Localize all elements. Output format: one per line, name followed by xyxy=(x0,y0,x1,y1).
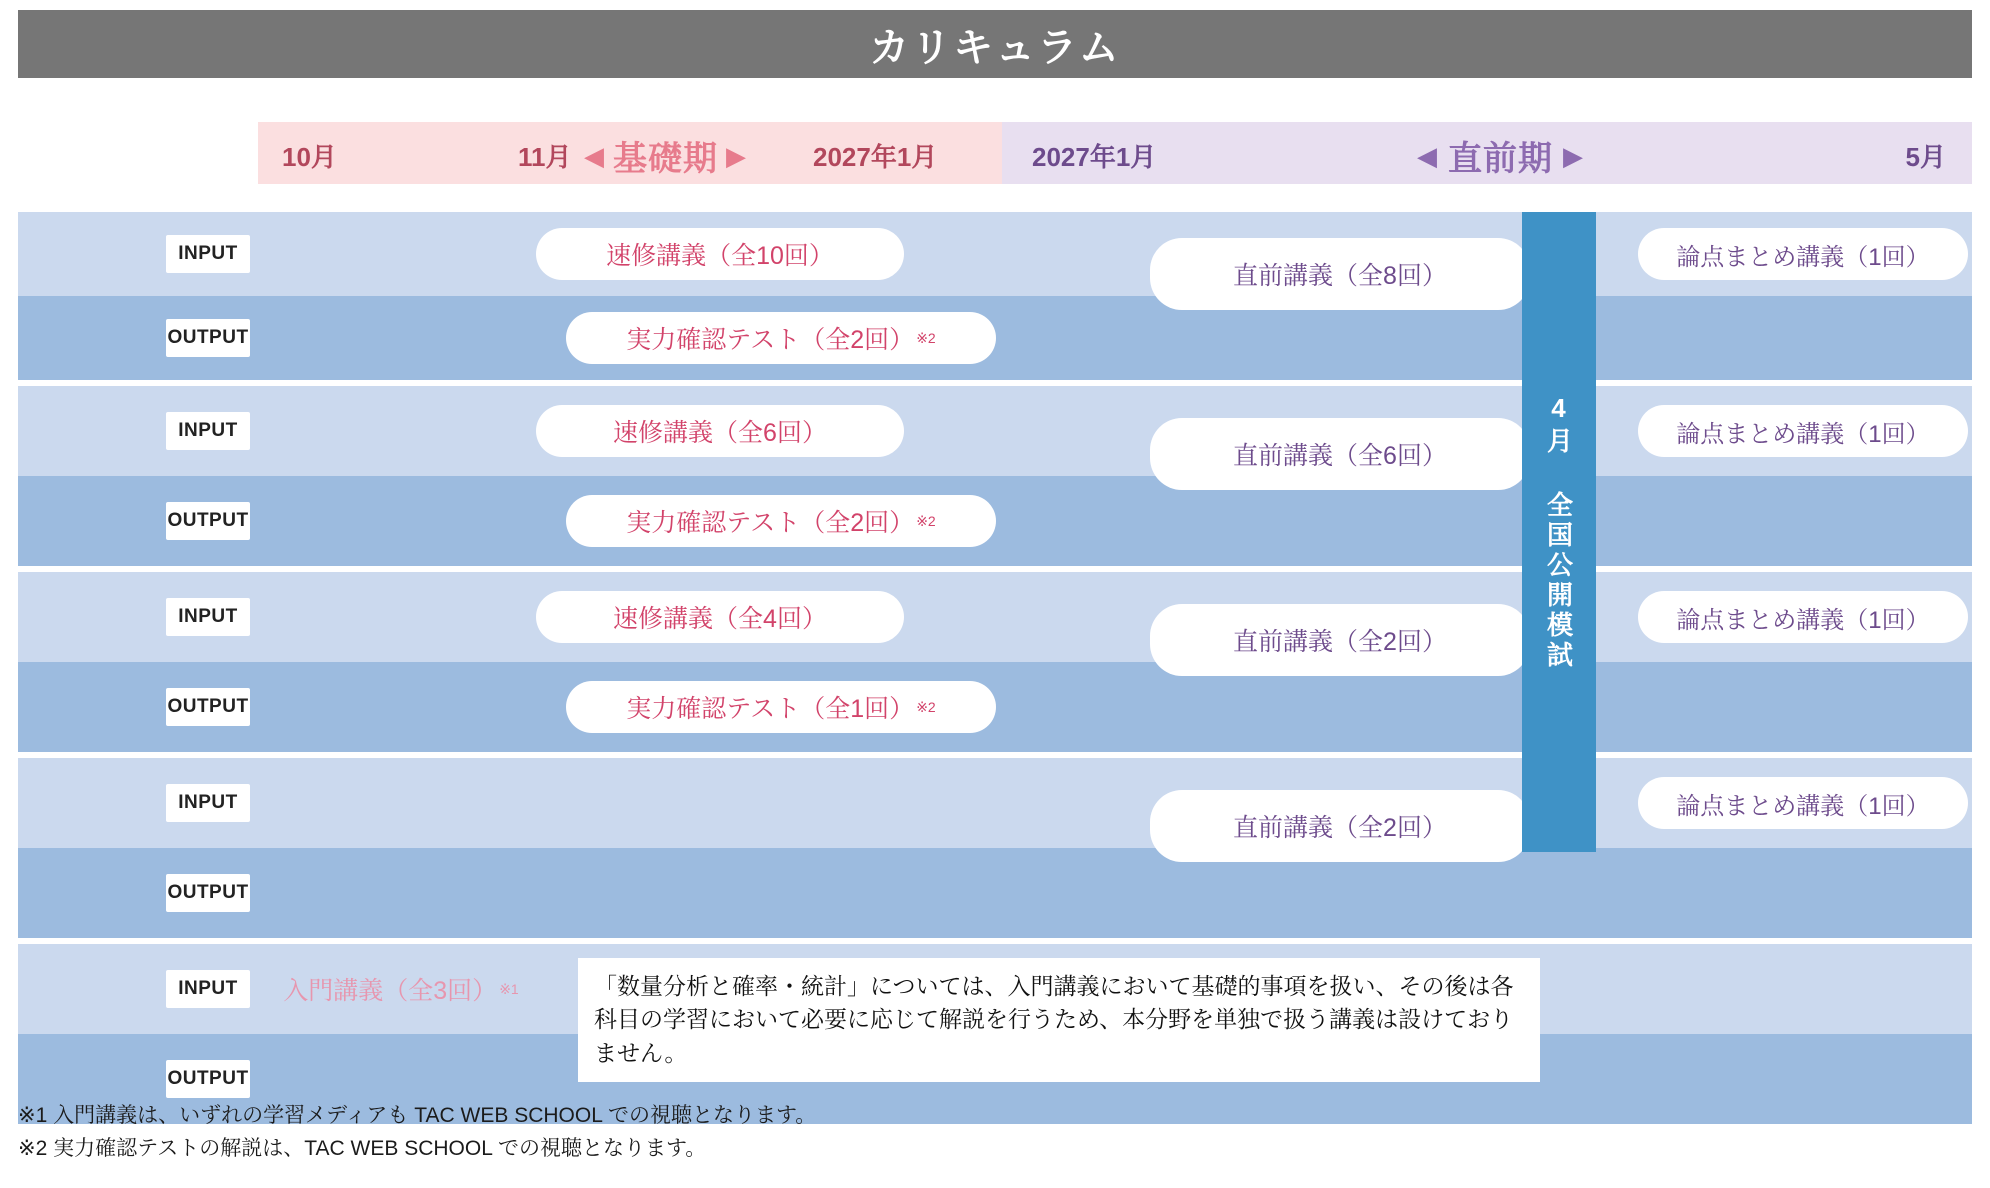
badge-input: INPUT xyxy=(166,598,250,636)
pill-summary-lecture[interactable] xyxy=(1638,591,1968,643)
pill-note: ※2 xyxy=(916,512,936,529)
period-direct-label: 直前期 xyxy=(1448,140,1553,178)
subject-block-securities-analysis xyxy=(18,212,1972,380)
period-direct-month-end: 5月 xyxy=(1905,142,1946,172)
pill-label: 直前講義（全8回） xyxy=(1233,262,1447,290)
pill-note: ※2 xyxy=(916,329,936,346)
pill-note: ※2 xyxy=(916,698,936,715)
row-output xyxy=(18,848,1972,938)
period-basic-month-start: 10月 xyxy=(282,142,337,172)
pill-label: 速修講義（全4回） xyxy=(613,605,827,633)
subject-block-professional-ethics xyxy=(18,758,1972,938)
pill-label: 実力確認テスト（全1回） xyxy=(626,695,915,723)
pill-label: 論点まとめ講義（1回） xyxy=(1676,606,1930,634)
row-output xyxy=(18,476,1972,566)
row-output xyxy=(18,662,1972,752)
badge-output: OUTPUT xyxy=(166,874,250,912)
pill-output-test[interactable] xyxy=(566,312,996,364)
pill-direct-lecture[interactable] xyxy=(1150,238,1530,310)
badge-output: OUTPUT xyxy=(166,1060,250,1098)
period-basic xyxy=(258,122,1002,184)
left-arrow-icon: ◀ xyxy=(584,140,605,171)
mock-exam-band: 4月 全国公開模試 xyxy=(1522,212,1596,852)
period-direct-month-start: 2027年1月 xyxy=(1032,142,1157,172)
pill-output-test[interactable] xyxy=(566,681,996,733)
subject-block-market-economy-analysis xyxy=(18,572,1972,752)
left-arrow-icon: ◀ xyxy=(1417,140,1438,171)
pill-direct-lecture[interactable] xyxy=(1150,604,1530,676)
period-basic-month-end: 2027年1月 xyxy=(813,142,938,172)
page-title: カリキュラム xyxy=(18,10,1972,78)
pill-input-lecture[interactable] xyxy=(536,405,904,457)
pill-label: 実力確認テスト（全2回） xyxy=(626,326,915,354)
pill-label: 直前講義（全2回） xyxy=(1233,814,1447,842)
subject-block-quantitative-statistics xyxy=(18,944,1972,1124)
badge-output: OUTPUT xyxy=(166,688,250,726)
right-arrow-icon: ▶ xyxy=(1563,140,1584,171)
curriculum-grid xyxy=(18,212,1972,1130)
period-basic-month-mid: 11月 xyxy=(518,142,572,172)
pill-label: 論点まとめ講義（1回） xyxy=(1676,420,1930,448)
footnote-2: ※2 実力確認テストの解説は、TAC WEB SCHOOL での視聴となります。 xyxy=(18,1136,707,1160)
badge-input: INPUT xyxy=(166,412,250,450)
pill-label: 直前講義（全6回） xyxy=(1233,442,1447,470)
badge-input: INPUT xyxy=(166,970,250,1008)
pill-label: 速修講義（全6回） xyxy=(613,419,827,447)
badge-input: INPUT xyxy=(166,235,250,273)
note-box: 「数量分析と確率・統計」については、入門講義において基礎的事項を扱い、その後は各科目の学習において必要に応じて解説を行うため、本分野を単独で扱う講義は設けておりません。 xyxy=(578,958,1540,1082)
pill-summary-lecture[interactable] xyxy=(1638,777,1968,829)
period-header xyxy=(258,122,1972,184)
badge-output: OUTPUT xyxy=(166,319,250,357)
pill-label: 論点まとめ講義（1回） xyxy=(1676,792,1930,820)
period-direct xyxy=(1002,122,1972,184)
pill-direct-lecture[interactable] xyxy=(1150,418,1530,490)
footnote-1: ※1 入門講義は、いずれの学習メディアも TAC WEB SCHOOL での視聴となります。 xyxy=(18,1104,817,1127)
pill-label: 論点まとめ講義（1回） xyxy=(1676,243,1930,271)
row-output xyxy=(18,296,1972,380)
pill-note: ※1 xyxy=(499,980,519,997)
pill-label: 実力確認テスト（全2回） xyxy=(626,509,915,537)
pill-label: 速修講義（全10回） xyxy=(606,242,834,270)
pill-input-lecture[interactable] xyxy=(536,228,904,280)
right-arrow-icon: ▶ xyxy=(726,140,747,171)
pill-summary-lecture[interactable] xyxy=(1638,228,1968,280)
pill-summary-lecture[interactable] xyxy=(1638,405,1968,457)
footnotes xyxy=(18,1100,1518,1165)
pill-direct-lecture[interactable] xyxy=(1150,790,1530,862)
badge-output: OUTPUT xyxy=(166,502,250,540)
subject-block-financial-analysis xyxy=(18,386,1972,566)
period-direct-label-group xyxy=(1417,131,1584,180)
badge-input: INPUT xyxy=(166,784,250,822)
pill-input-lecture[interactable] xyxy=(536,591,904,643)
pill-label: 直前講義（全2回） xyxy=(1233,628,1447,656)
pill-output-test[interactable] xyxy=(566,495,996,547)
period-basic-label-group xyxy=(584,131,747,180)
period-basic-label: 基礎期 xyxy=(613,140,718,178)
pill-label: 入門講義（全3回） xyxy=(283,977,498,1005)
pill-intro-lecture[interactable] xyxy=(276,963,526,1015)
